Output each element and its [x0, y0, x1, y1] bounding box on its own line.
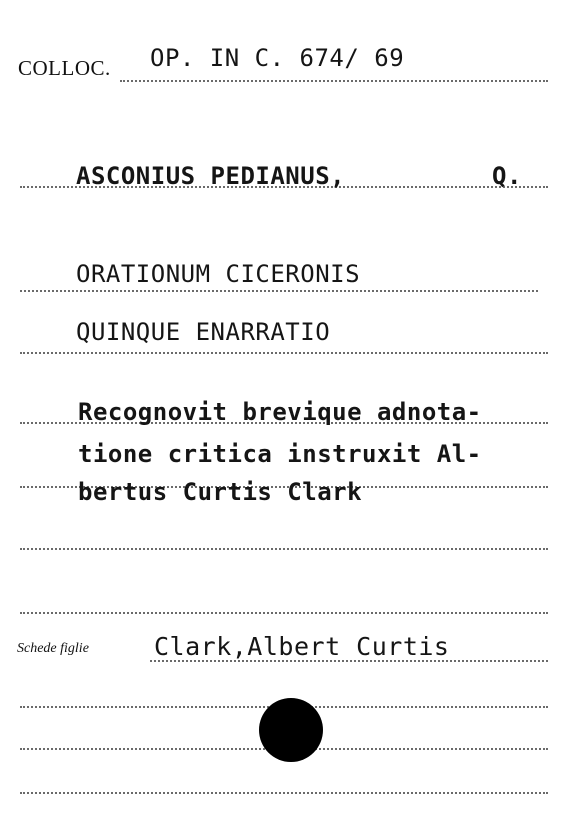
dotted-rule — [20, 352, 548, 354]
shelfmark-value: OP. IN C. 674/ 69 — [150, 44, 405, 72]
author-initial: Q. — [492, 162, 522, 190]
dotted-rule — [20, 792, 548, 794]
author-name: ASCONIUS PEDIANUS, — [76, 162, 346, 190]
note-line-2: tione critica instruxit Al- — [78, 440, 482, 468]
dotted-rule — [150, 660, 548, 662]
title-line-2: QUINQUE ENARRATIO — [76, 318, 331, 346]
dotted-rule — [120, 80, 548, 82]
dotted-rule — [20, 548, 548, 550]
schede-figlie-value: Clark,Albert Curtis — [154, 632, 450, 661]
title-line-1: ORATIONUM CICERONIS — [76, 260, 361, 288]
dotted-rule — [20, 612, 548, 614]
schede-figlie-label: Schede figlie — [17, 641, 89, 656]
dotted-rule — [20, 290, 538, 292]
punch-hole — [259, 698, 323, 762]
note-line-1: Recognovit brevique adnota- — [78, 398, 482, 426]
colloc-label: COLLOC. — [18, 56, 111, 80]
note-line-3: bertus Curtis Clark — [78, 478, 363, 506]
